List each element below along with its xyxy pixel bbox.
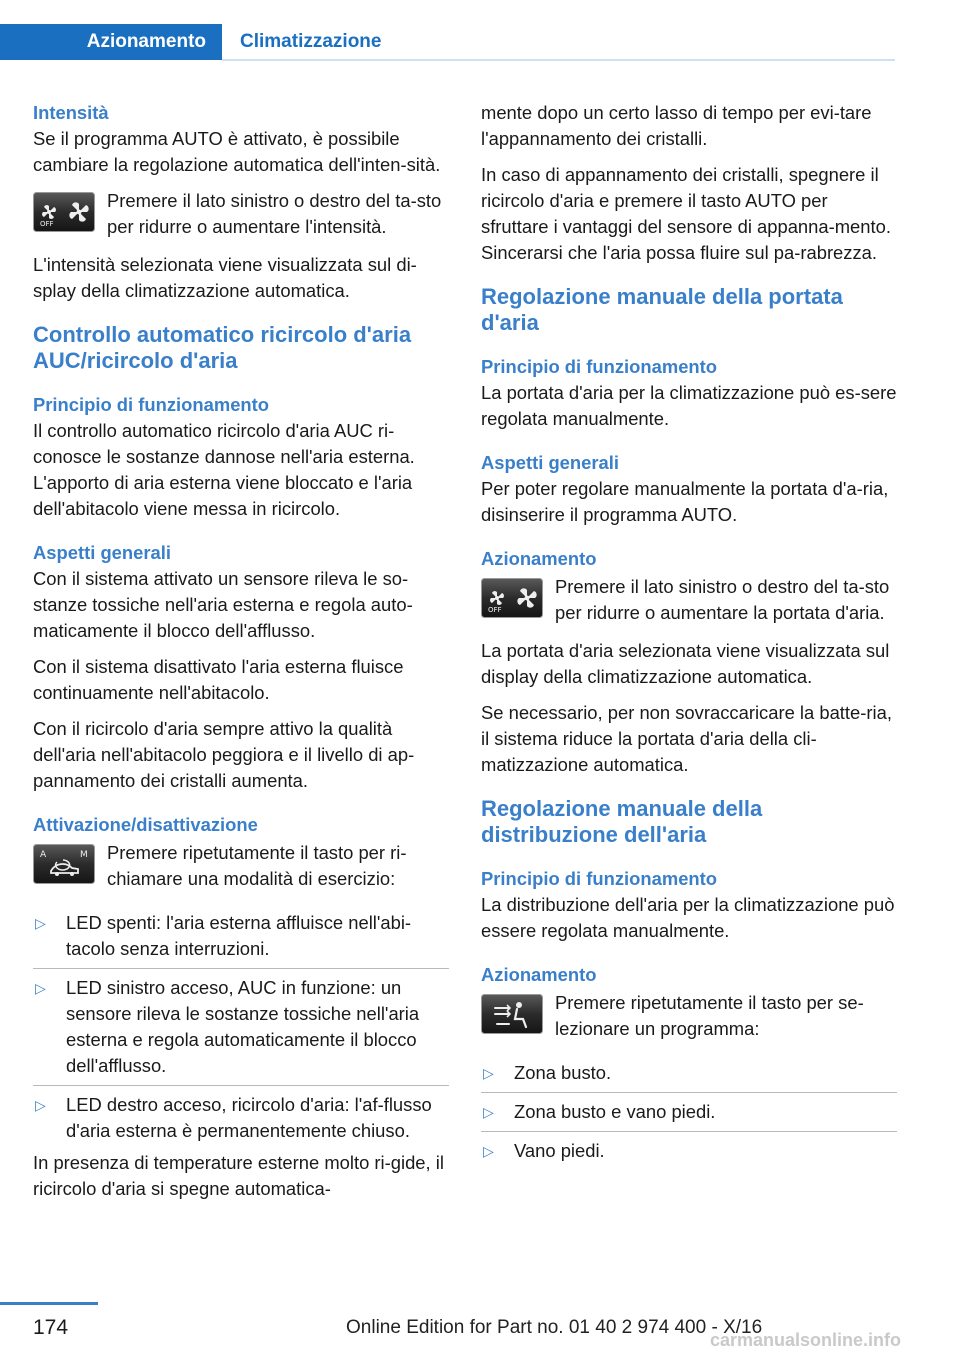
subheading: Aspetti generali (33, 542, 171, 563)
list-item (33, 904, 449, 969)
distribution-heading: Regolazione manuale della distribuzione dell'aria (481, 796, 763, 847)
svg-text:OFF: OFF (40, 220, 54, 228)
triangle-bullet-icon: ▷ (483, 1143, 494, 1159)
auc-mode-list (33, 904, 449, 1150)
icon-instruction-text: Premere il lato sinistro o destro del ta-sto per ridurre o aumentare l'intensità. (107, 190, 442, 237)
paragraph: La portata d'aria selezionata viene visualizzata sul display della climatizzazione automatica. (481, 640, 890, 687)
watermark: carmanualsonline.info (710, 1330, 902, 1350)
paragraph: La distribuzione dell'aria per la climatizzazione può essere regolata manualmente. (481, 894, 895, 941)
paragraph: Per poter regolare manualmente la portata d'a-ria, disinserire il programma AUTO. (481, 478, 889, 525)
subheading: Azionamento (481, 964, 597, 985)
list-item-text: LED destro acceso, ricircolo d'aria: l'af-flusso d'aria esterna è permanentemente chiuso. (66, 1094, 432, 1141)
list-item (481, 1132, 897, 1170)
edition-footer: Online Edition for Part no. 01 40 2 974 400 - X/16 (346, 1317, 763, 1338)
triangle-bullet-icon: ▷ (35, 980, 46, 996)
fan-off-button-icon (33, 192, 95, 232)
icon-instruction-text: Premere ripetutamente il tasto per se-lezionare un programma: (555, 992, 864, 1039)
list-item (33, 1086, 449, 1150)
list-item (481, 1054, 897, 1093)
svg-text:A: A (40, 850, 47, 860)
header-tabs (0, 24, 895, 60)
subheading: Azionamento (481, 548, 597, 569)
paragraph: Con il ricircolo d'aria sempre attivo la qualità dell'aria nell'abitacolo peggiora e il livello di ap-pannamento dei cristalli aumenta. (33, 718, 415, 791)
tab-azionamento[interactable]: Azionamento (0, 24, 222, 60)
icon-instruction (33, 188, 449, 240)
tab-climatizzazione[interactable]: Climatizzazione (240, 31, 382, 52)
icon-instruction-text: Premere ripetutamente il tasto per ri-chiamare una modalità di esercizio: (107, 842, 407, 889)
paragraph: L'intensità selezionata viene visualizzata sul di-splay della climatizzazione automatica. (33, 254, 417, 301)
subheading: Aspetti generali (481, 452, 619, 473)
icon-instruction (481, 574, 897, 626)
svg-text:OFF: OFF (488, 606, 502, 614)
page-number: 174 (33, 1316, 69, 1339)
icon-instruction (33, 840, 449, 892)
triangle-bullet-icon: ▷ (483, 1104, 494, 1120)
list-item-text: LED spenti: l'aria esterna affluisce nell'abi-tacolo senza interruzioni. (66, 912, 412, 959)
paragraph: Con il sistema disattivato l'aria esterna fluisce continuamente nell'abitacolo. (33, 656, 404, 703)
list-item (33, 969, 449, 1086)
page-number-rule (0, 1302, 98, 1305)
icon-instruction-text: Premere il lato sinistro o destro del ta-sto per ridurre o aumentare la portata d'aria. (555, 576, 890, 623)
fan-off-button-icon (481, 578, 543, 618)
triangle-bullet-icon: ▷ (35, 915, 46, 931)
paragraph: In caso di appannamento dei cristalli, spegnere il ricircolo d'aria e premere il tasto AUTO per sfruttare i vantaggi del sensore di appanna-mento. Sincerarsi che l'aria possa fluire sul pa-rabrezza. (481, 164, 891, 263)
list-item-text: Zona busto. (514, 1062, 612, 1083)
left-column (33, 100, 449, 1212)
auc-heading: Controllo automatico ricircolo d'aria AUC/ricircolo d'aria (33, 322, 412, 373)
distribution-program-list (481, 1054, 897, 1170)
list-item-text: Vano piedi. (514, 1140, 605, 1161)
airflow-heading: Regolazione manuale della portata d'aria (481, 284, 843, 335)
air-distribution-button-icon (481, 994, 543, 1034)
paragraph: mente dopo un certo lasso di tempo per evi-tare l'appannamento dei cristalli. (481, 102, 872, 149)
tab-divider (222, 59, 895, 61)
list-item-text: Zona busto e vano piedi. (514, 1101, 716, 1122)
paragraph: La portata d'aria per la climatizzazione può es-sere regolata manualmente. (481, 382, 897, 429)
list-item-text: LED sinistro acceso, AUC in funzione: un sensore rileva le sostanze tossiche nell'aria esterna e regola automaticamente il blocco dell'afflusso. (66, 977, 420, 1076)
paragraph: Se necessario, per non sovraccaricare la batte-ria, il sistema riduce la portata d'aria della cli-matizzazione automatica. (481, 702, 892, 775)
svg-text:M: M (80, 850, 88, 860)
auc-recirculation-button-icon (33, 844, 95, 884)
subheading: Principio di funzionamento (481, 868, 718, 889)
triangle-bullet-icon: ▷ (483, 1065, 494, 1081)
subheading: Principio di funzionamento (33, 394, 270, 415)
icon-instruction (481, 990, 897, 1042)
list-item (481, 1093, 897, 1132)
intensity-heading: Intensità (33, 102, 109, 123)
triangle-bullet-icon: ▷ (35, 1097, 46, 1113)
paragraph: In presenza di temperature esterne molto ri-gide, il ricircolo d'aria si spegne automatica- (33, 1152, 444, 1199)
paragraph: Con il sistema attivato un sensore rileva le so-stanze tossiche nell'aria esterna e regola auto-maticamente il blocco dell'afflusso. (33, 568, 413, 641)
right-column (481, 100, 897, 1170)
paragraph: Il controllo automatico ricircolo d'aria AUC ri-conosce le sostanze dannose nell'aria esterna. L'apporto di aria esterna viene bloccato e l'aria dell'abitacolo viene messa in ricircolo. (33, 420, 415, 519)
subheading: Principio di funzionamento (481, 356, 718, 377)
paragraph: Se il programma AUTO è attivato, è possibile cambiare la regolazione automatica dell'inten-sità. (33, 128, 441, 175)
subheading: Attivazione/disattivazione (33, 814, 258, 835)
